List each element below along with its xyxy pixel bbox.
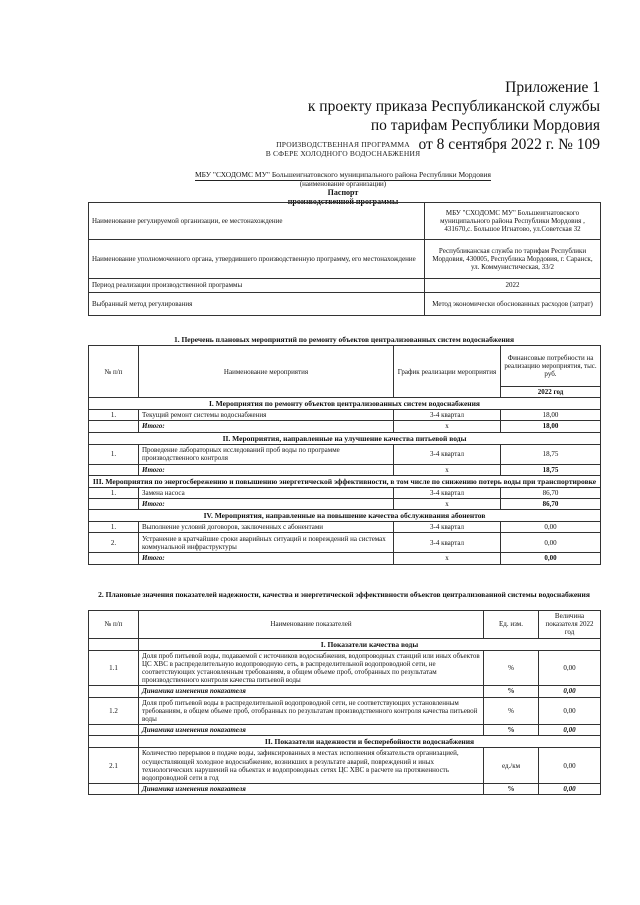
events-section-row bbox=[89, 510, 601, 522]
appendix-line-2: к проекту приказа Республиканской службы bbox=[307, 98, 600, 115]
total-x: х bbox=[394, 553, 501, 564]
events-heading: 1. Перечень плановых мероприятий по ремонту объектов централизованных систем водоснабжения bbox=[173, 335, 515, 344]
indicator-unit: % bbox=[484, 784, 539, 795]
event-number: 1. bbox=[89, 444, 139, 464]
total-x: х bbox=[394, 421, 501, 432]
total-empty bbox=[89, 499, 139, 510]
passport-label: Наименование уполномоченного органа, утвердившего производственную программу, его местонахождение bbox=[89, 240, 425, 279]
events-row bbox=[89, 487, 601, 498]
event-name: Выполнение условий договоров, заключенных с абонентами bbox=[139, 522, 394, 533]
indicator-value: 0,00 bbox=[539, 784, 601, 795]
events-section-row bbox=[89, 475, 601, 487]
passport-value: МБУ "СХОДОМС МУ" Большеигнатовского муниципального района Республики Мордовия , 431670,с. Большое Игнатово, ул.Советская 32 bbox=[425, 203, 601, 240]
indicator-value: 0,00 bbox=[539, 650, 601, 686]
events-section-title: I. Мероприятия по ремонту объектов централизованных систем водоснабжения bbox=[89, 398, 601, 410]
passport-value: Республиканская служба по тарифам Республики Мордовия, 430005, Республика Мордовия, г. Саранск, ул. Коммунистическая, 33/2 bbox=[425, 240, 601, 279]
total-empty bbox=[89, 421, 139, 432]
total-value: 86,70 bbox=[501, 499, 601, 510]
indicator-unit: % bbox=[484, 725, 539, 736]
event-schedule: 3-4 квартал bbox=[394, 487, 501, 498]
events-row bbox=[89, 444, 601, 464]
event-finance-value: 18,75 bbox=[501, 444, 601, 464]
events-row bbox=[89, 410, 601, 421]
indicators-section-row bbox=[89, 638, 601, 650]
total-label: Итого: bbox=[139, 464, 394, 475]
indicators-col-value: Величина показателя 2022 год bbox=[539, 611, 601, 639]
total-value: 18,00 bbox=[501, 421, 601, 432]
indicator-row bbox=[89, 650, 601, 686]
events-total-row bbox=[89, 421, 601, 432]
program-title bbox=[88, 140, 598, 158]
indicator-name: Динамика изменения показателя bbox=[139, 784, 484, 795]
passport-title-line-2: производственной программы bbox=[287, 197, 399, 206]
passport-row bbox=[89, 279, 601, 293]
indicators-heading: 2. Плановые значения показателей надежности, качества и энергетической эффективности объектов централизованной системы водоснабжения bbox=[98, 590, 590, 599]
indicator-number: 2.1 bbox=[89, 748, 139, 784]
indicator-number bbox=[89, 686, 139, 697]
event-schedule: 3-4 квартал bbox=[394, 522, 501, 533]
events-total-row bbox=[89, 499, 601, 510]
indicator-number bbox=[89, 784, 139, 795]
indicator-name: Доля проб питьевой воды в распределительной водопроводной сети, не соответствующих установленным требованиям, в общем объеме проб, отобранных по результатам производственного контроля качества питьевой воды bbox=[139, 697, 484, 725]
indicator-dynamic-row bbox=[89, 784, 601, 795]
event-name: Замена насоса bbox=[139, 487, 394, 498]
event-name: Проведение лабораторных исследований проб воды по программе производственного контроля bbox=[139, 444, 394, 464]
events-section-title: IV. Мероприятия, направленные на повышение качества обслуживания абонентов bbox=[89, 510, 601, 522]
indicators-col-num: № п/п bbox=[89, 611, 139, 639]
events-total-row bbox=[89, 553, 601, 564]
indicators-table-body bbox=[89, 638, 601, 795]
indicator-unit: % bbox=[484, 697, 539, 725]
passport-row bbox=[89, 203, 601, 240]
event-schedule: 3-4 квартал bbox=[394, 533, 501, 553]
total-value: 0,00 bbox=[501, 553, 601, 564]
passport-label: Период реализации производственной программы bbox=[89, 279, 425, 293]
events-col-finance: Финансовые потребности на реализацию мероприятия, тыс. руб. bbox=[501, 346, 601, 387]
events-section-row bbox=[89, 398, 601, 410]
organization-name-text: МБУ "СХОДОМС МУ" Большеигнатовского муниципального района Республики Мордовия bbox=[195, 170, 491, 179]
events-section-title: II. Мероприятия, направленные на улучшение качества питьевой воды bbox=[89, 432, 601, 444]
indicator-unit: % bbox=[484, 650, 539, 686]
indicators-section-title: I. Показатели качества воды bbox=[139, 638, 601, 650]
indicator-value: 0,00 bbox=[539, 686, 601, 697]
event-schedule: 3-4 квартал bbox=[394, 410, 501, 421]
event-finance-value: 86,70 bbox=[501, 487, 601, 498]
indicator-dynamic-row bbox=[89, 725, 601, 736]
indicators-table bbox=[88, 610, 601, 795]
events-row bbox=[89, 533, 601, 553]
events-table-body bbox=[89, 398, 601, 564]
events-section-row bbox=[89, 432, 601, 444]
event-finance-value: 18,00 bbox=[501, 410, 601, 421]
event-number: 1. bbox=[89, 522, 139, 533]
indicator-row bbox=[89, 748, 601, 784]
appendix-line-4: от 8 сентября 2022 г. № 109 bbox=[418, 136, 600, 153]
indicator-value: 0,00 bbox=[539, 748, 601, 784]
program-title-line-2: В СФЕРЕ ХОЛОДНОГО ВОДОСНАБЖЕНИЯ bbox=[265, 149, 421, 158]
indicator-dynamic-row bbox=[89, 686, 601, 697]
event-finance-value: 0,00 bbox=[501, 533, 601, 553]
indicators-col-name: Наименование показателей bbox=[139, 611, 484, 639]
total-label: Итого: bbox=[139, 553, 394, 564]
events-row bbox=[89, 522, 601, 533]
event-finance-value: 0,00 bbox=[501, 522, 601, 533]
indicator-unit: ед./км bbox=[484, 748, 539, 784]
passport-title-line-1: Паспорт bbox=[327, 188, 359, 197]
indicator-number: 1.2 bbox=[89, 697, 139, 725]
total-x: х bbox=[394, 499, 501, 510]
total-label: Итого: bbox=[139, 499, 394, 510]
event-number: 1. bbox=[89, 410, 139, 421]
event-number: 2. bbox=[89, 533, 139, 553]
total-empty bbox=[89, 553, 139, 564]
indicator-unit: % bbox=[484, 686, 539, 697]
organization-name bbox=[88, 170, 598, 179]
events-col-num: № п/п bbox=[89, 346, 139, 398]
indicators-col-unit: Ед. изм. bbox=[484, 611, 539, 639]
total-empty bbox=[89, 464, 139, 475]
passport-label: Наименование регулируемой организации, ее местонахождение bbox=[89, 203, 425, 240]
indicator-value: 0,00 bbox=[539, 697, 601, 725]
indicator-name: Динамика изменения показателя bbox=[139, 686, 484, 697]
passport-table-body bbox=[89, 203, 601, 316]
indicators-section-empty bbox=[89, 638, 139, 650]
events-col-year: 2022 год bbox=[501, 387, 601, 398]
indicator-row bbox=[89, 697, 601, 725]
indicator-number bbox=[89, 725, 139, 736]
passport-value: 2022 bbox=[425, 279, 601, 293]
total-value: 18,75 bbox=[501, 464, 601, 475]
indicators-section-title: II. Показатели надежности и бесперебойности водоснабжения bbox=[139, 736, 601, 748]
indicator-value: 0,00 bbox=[539, 725, 601, 736]
organization-caption: (наименование организации) bbox=[299, 180, 387, 188]
program-title-line-1: ПРОИЗВОДСТВЕННАЯ ПРОГРАММА bbox=[276, 140, 410, 149]
indicators-section-empty bbox=[89, 736, 139, 748]
total-label: Итого: bbox=[139, 421, 394, 432]
indicator-name: Динамика изменения показателя bbox=[139, 725, 484, 736]
events-total-row bbox=[89, 464, 601, 475]
events-col-name: Наименование мероприятия bbox=[139, 346, 394, 398]
indicators-section-row bbox=[89, 736, 601, 748]
indicator-name: Количество перерывов в подаче воды, зафиксированных в местах исполнения обязательств организацией, осуществляющей холодное водоснабжение, возникших в результате аварий, повреждений и иных технологических нарушений на объектах и водопроводных сетях ЦС ХВС в расчете на протяженность водопроводной сети в год bbox=[139, 748, 484, 784]
passport-table bbox=[88, 202, 601, 316]
events-table bbox=[88, 345, 601, 565]
appendix-line-3: по тарифам Республики Мордовия bbox=[370, 117, 600, 134]
passport-label: Выбранный метод регулирования bbox=[89, 293, 425, 316]
event-schedule: 3-4 квартал bbox=[394, 444, 501, 464]
event-name: Текущий ремонт системы водоснабжения bbox=[139, 410, 394, 421]
indicator-number: 1.1 bbox=[89, 650, 139, 686]
event-number: 1. bbox=[89, 487, 139, 498]
passport-row bbox=[89, 293, 601, 316]
events-section-title: III. Мероприятия по энергосбережению и повышению энергетической эффективности, в том числе по снижению потерь воды при транспортировке bbox=[89, 475, 601, 487]
appendix-line-1: Приложение 1 bbox=[505, 79, 600, 96]
passport-row bbox=[89, 240, 601, 279]
passport-value: Метод экономически обоснованных расходов (затрат) bbox=[425, 293, 601, 316]
indicator-name: Доля проб питьевой воды, подаваемой с источников водоснабжения, водопроводных станций или иных объектов ЦС ХВС в распределительную водопроводную сеть, в распределительной водопроводной сети, не соответствующих установленным требованиям, в общем объеме проб, отобранных по результатам производственного контроля качества питьевой воды bbox=[139, 650, 484, 686]
events-col-schedule: График реализации мероприятия bbox=[394, 346, 501, 398]
total-x: х bbox=[394, 464, 501, 475]
event-name: Устранение в кратчайшие сроки аварийных ситуаций и повреждений на системах коммунальной инфраструктуры bbox=[139, 533, 394, 553]
